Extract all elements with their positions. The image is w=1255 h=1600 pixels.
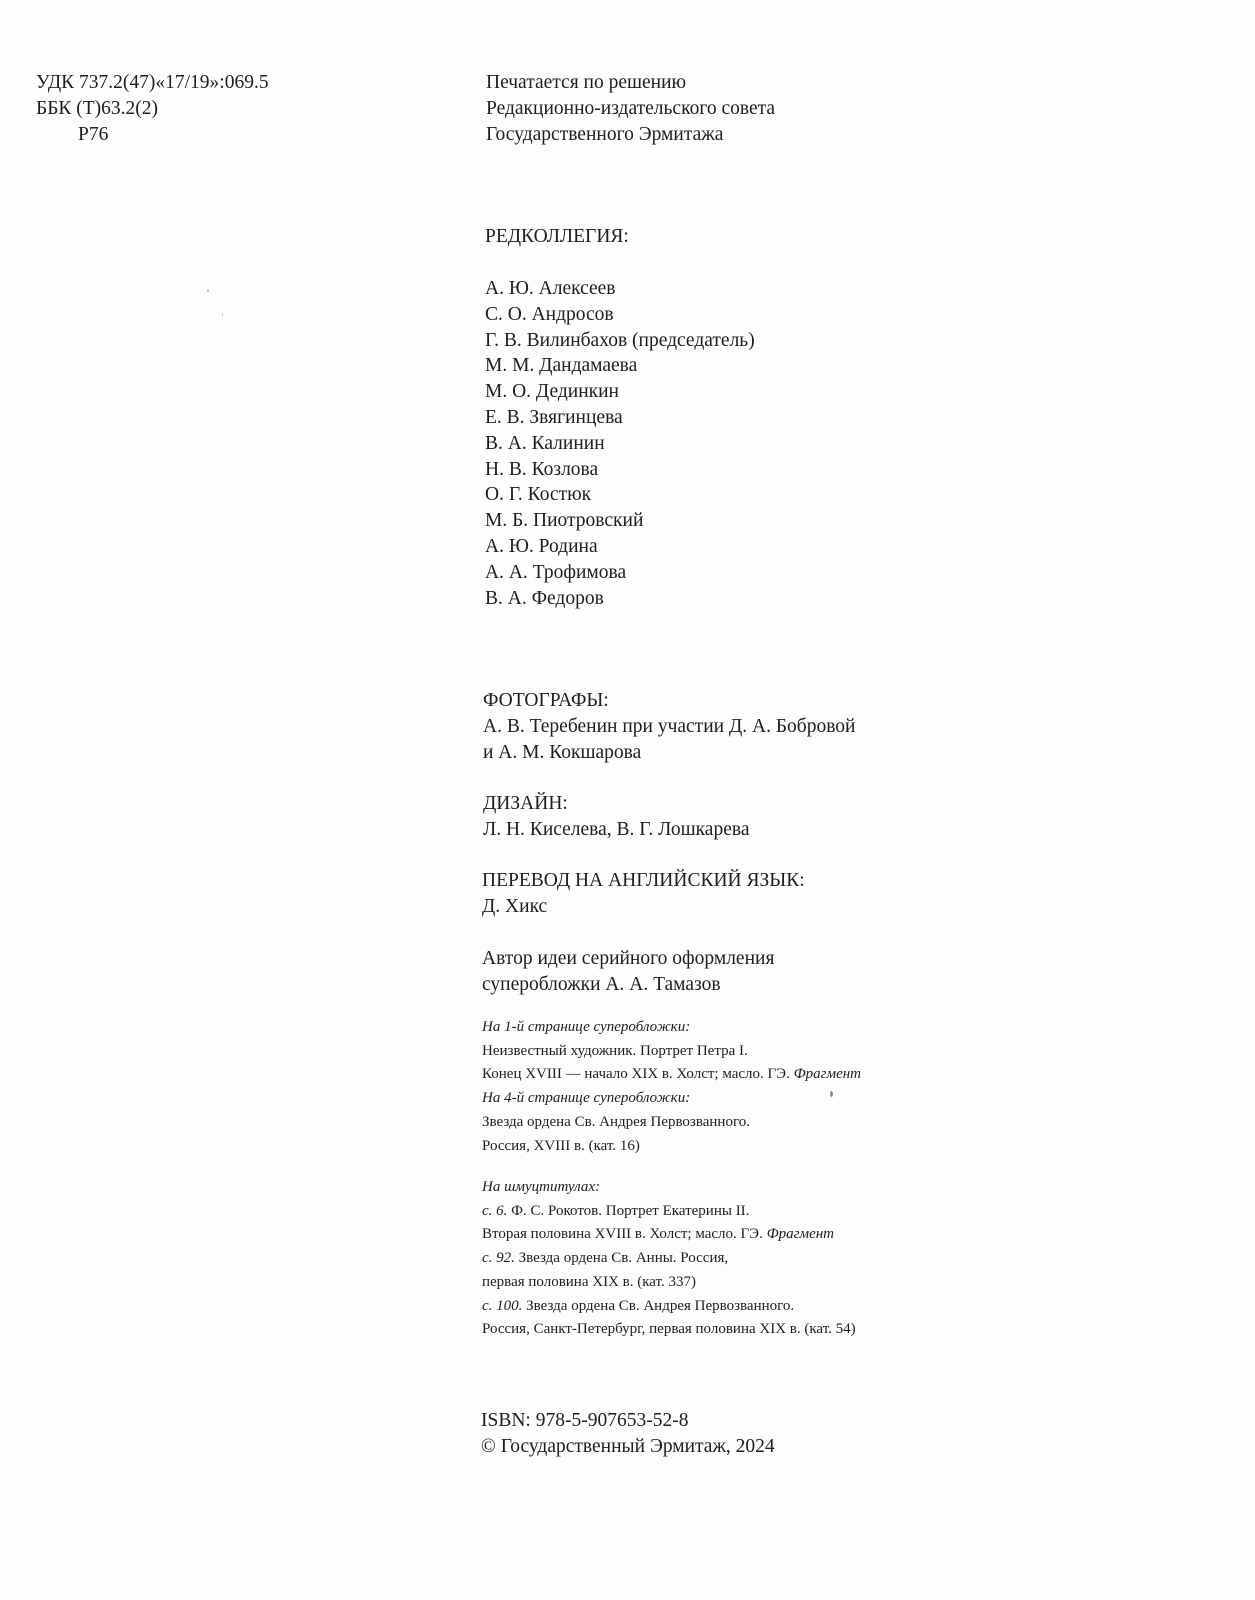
fragment-label: Фрагмент — [766, 1226, 835, 1243]
half-title-entry — [482, 1295, 856, 1319]
photographers-block — [483, 688, 855, 765]
board-member: О. Г. Костюк — [485, 484, 592, 506]
half-title-entry: Россия, Санкт-Петербург, первая половина XIX в. (кат. 54) — [482, 1321, 856, 1338]
board-member: А. Ю. Алексеев — [485, 278, 616, 299]
cover1-line: Неизвестный художник. Портрет Петра I. — [482, 1042, 748, 1059]
isbn: ISBN: 978-5-907653-52-8 — [481, 1410, 689, 1431]
board-member: Е. В. Звягинцева — [485, 406, 623, 428]
translation-line: Д. Хикс — [482, 895, 548, 917]
cover-notes — [482, 1016, 861, 1158]
scan-speck — [222, 313, 223, 316]
translation-block — [482, 868, 805, 920]
board-member: В. А. Калинин — [485, 432, 605, 454]
approval-note — [486, 70, 775, 147]
isbn-block — [481, 1408, 775, 1460]
cover4-line: Звезда ордена Св. Андрея Первозванного. — [482, 1113, 750, 1130]
board-member: А. Ю. Родина — [485, 535, 598, 557]
editorial-board-list — [485, 276, 755, 611]
board-member: В. А. Федоров — [485, 587, 604, 609]
copyright: © Государственный Эрмитаж, 2024 — [481, 1435, 775, 1457]
entry-text: Звезда ордена Св. Анны. Россия, — [518, 1250, 729, 1267]
page-ref: с. 100. — [482, 1297, 523, 1314]
cover1-label: На 1-й странице суперобложки: — [482, 1019, 691, 1035]
board-member: М. Б. Пиотровский — [485, 510, 644, 532]
board-member: С. О. Андросов — [485, 303, 614, 325]
half-titles-label: На шмуцтитулах: — [482, 1179, 601, 1195]
cover4-line: Россия, XVIII в. (кат. 16) — [482, 1137, 640, 1154]
bbk-code: ББК (Т)63.2(2) — [36, 97, 159, 119]
photographers-heading: ФОТОГРАФЫ: — [483, 690, 609, 711]
scan-speck — [830, 1091, 833, 1097]
fragment-label: Фрагмент — [793, 1066, 862, 1083]
approval-line: Государственного Эрмитажа — [486, 123, 724, 145]
scan-speck — [207, 289, 209, 292]
author-sign-code: Р76 — [78, 123, 109, 145]
design-line: Л. Н. Киселева, В. Г. Лошкарева — [483, 818, 750, 840]
cover-idea-block — [482, 946, 774, 998]
design-heading: ДИЗАЙН: — [483, 793, 568, 814]
udk-code: УДК 737.2(47)«17/19»:069.5 — [36, 72, 269, 93]
approval-line: Печатается по решению — [486, 72, 687, 93]
entry-text: Вторая половина XVIII в. Холст; масло. ГЭ. — [482, 1226, 763, 1243]
board-member: А. А. Трофимова — [485, 561, 627, 583]
half-title-entry: первая половина XIX в. (кат. 337) — [482, 1273, 696, 1290]
board-member: Г. В. Вилинбахов (председатель) — [485, 329, 755, 351]
cover1-line-text: Конец XVIII — начало XIX в. Холст; масло. ГЭ. — [482, 1066, 790, 1083]
half-title-entry — [482, 1223, 856, 1247]
half-title-entry — [482, 1200, 856, 1224]
page-ref: с. 6. — [482, 1202, 508, 1219]
board-member: Н. В. Козлова — [485, 458, 599, 480]
translation-heading: ПЕРЕВОД НА АНГЛИЙСКИЙ ЯЗЫК: — [482, 870, 805, 891]
entry-text: Звезда ордена Св. Андрея Первозванного. — [526, 1297, 795, 1314]
cover4-label: На 4-й странице суперобложки: — [482, 1090, 691, 1107]
editorial-board-heading: РЕДКОЛЛЕГИЯ: — [485, 226, 629, 247]
board-member: М. М. Дандамаева — [485, 355, 638, 377]
photographers-line: А. В. Теребенин при участии Д. А. Бобровой — [483, 715, 856, 737]
design-block — [483, 791, 749, 843]
entry-text: Ф. С. Рокотов. Портрет Екатерины II. — [511, 1202, 750, 1219]
page-ref: с. 92. — [482, 1250, 515, 1267]
classification-block — [36, 70, 269, 147]
cover1-line — [482, 1063, 861, 1087]
board-member: М. О. Дединкин — [485, 381, 619, 403]
half-title-entry — [482, 1247, 856, 1271]
cover-idea-line: суперобложки А. А. Тамазов — [482, 973, 721, 995]
cover-idea-line: Автор идеи серийного оформления — [482, 948, 775, 969]
half-titles-notes — [482, 1176, 856, 1342]
approval-line: Редакционно-издательского совета — [486, 97, 776, 119]
photographers-line: и А. М. Кокшарова — [483, 741, 642, 763]
